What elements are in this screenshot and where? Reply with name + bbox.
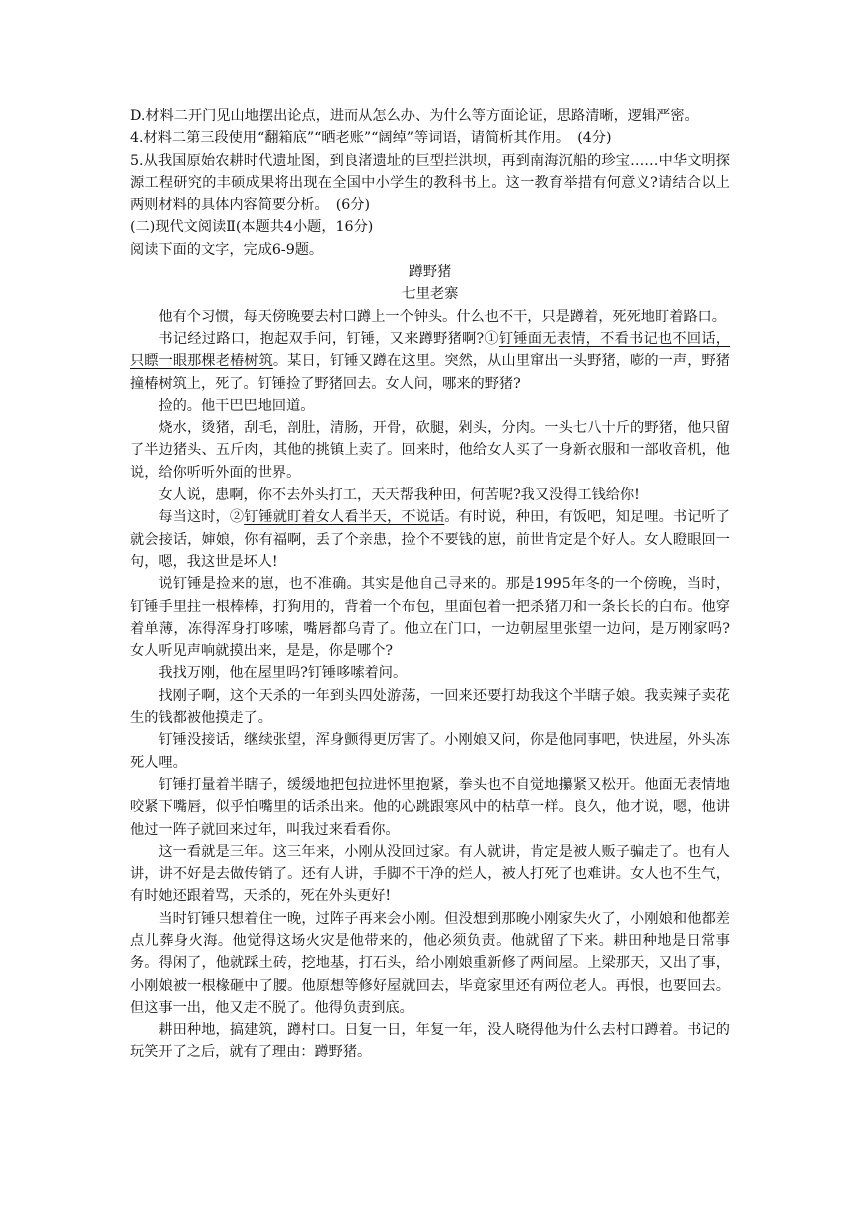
story-author: 七里老寨	[401, 286, 459, 303]
paragraph-text: 。有时说，种田，有饭吧，知足哩。书记听了就会接话，婶娘，你有福啊，丢了个亲患，捡个不要钱的崽，前世肯定是个好人。女人瞪眼回一句，嗯，我这世是坏人!	[130, 509, 730, 570]
underlined-sentence-2: 钉锤就盯着女人看半天，不说话	[244, 509, 445, 526]
story-paragraph: 烧水，烫猪，刮毛，剖肚，清肠，开骨，砍腿，剁头，分肉。一头七八十斤的野猪，他只留了半边猪头、五斤肉，其他的挑镇上卖了。回来时，他给女人买了一身新衣服和一部收音机，他说，给你听听外面的世界。	[130, 420, 730, 481]
story-paragraph: 钉锤没接话，继续张望，浑身颤得更厉害了。小刚娘又问，你是他同事吧，快进屋，外头冻死人哩。	[130, 732, 730, 771]
section-instruction: 阅读下面的文字，完成6-9题。	[130, 241, 324, 258]
story-paragraph: 说钉锤是捡来的崽，也不准确。其实是他自己寻来的。那是1995年冬的一个傍晚，当时，钉锤手里拄一根棒棒，打狗用的，背着一个布包，里面包着一把杀猪刀和一条长长的白布。他穿着单薄，冻得浑身打哆嗦，嘴唇都乌青了。他立在门口，一边朝屋里张望一边问，是万刚家吗?女人听见声响就摸出来，是是，你是哪个?	[130, 576, 730, 660]
story-paragraph: 耕田种地，搞建筑，蹲村口。日复一日，年复一年，没人晓得他为什么去村口蹲着。书记的玩笑开了之后，就有了理由：蹲野猪。	[130, 1022, 730, 1061]
story-paragraph	[130, 328, 730, 395]
story-title: 蹲野猪	[408, 264, 452, 281]
section-heading: (二)现代文阅读Ⅱ(本题共4小题，16分)	[130, 219, 374, 236]
question-4: 4.材料二第三段使用“翻箱底”“晒老账”“阔绰”等词语，请简析其作用。 (4分)	[130, 130, 612, 147]
story-paragraph: 我找万刚，他在屋里吗?钉锤哆嗦着问。	[158, 665, 408, 682]
document-page	[130, 105, 730, 1064]
paragraph-text: 每当这时，②	[158, 509, 245, 526]
story-paragraph: 钉锤打量着半瞎子，缓缓地把包拉进怀里抱紧，拳头也不自觉地攥紧又松开。他面无表情地咬紧下嘴唇，似乎怕嘴里的话杀出来。他的心跳跟寒风中的枯草一样。良久，他才说，嗯，他讲他过一阵子就回来过年，叫我过来看看你。	[130, 776, 730, 838]
paragraph-text: 。某日，钉锤又蹲在这里。突然，从山里窜出一头野猪，嘭的一声，野猪撞椿树筑上，死了。钉锤捡了野猪回去。女人问，哪来的野猪?	[130, 353, 730, 392]
story-paragraph: 找刚子啊，这个天杀的一年到头四处游荡，一回来还要打劫我这个半瞎子娘。我卖辣子卖花生的钱都被他摸走了。	[130, 687, 730, 727]
story-paragraph: 当时钉锤只想着住一晚，过阵子再来会小刚。但没想到那晚小刚家失火了，小刚娘和他都差点儿葬身火海。他觉得这场火灾是他带来的，他必须负责。他就留了下来。耕田种地是日常事务。得闲了，他就踩土砖，挖地基，打石头，给小刚娘重新修了两间屋。上梁那天，又出了事，小刚娘被一根椽砸中了腰。他原想等修好屋就回去，毕竟家里还有两位老人。再恨，也要回去。但这事一出，他又走不脱了。他得负责到底。	[130, 910, 730, 1016]
story-paragraph	[130, 506, 730, 573]
paragraph-text: 书记经过路口，抱起双手问，钉锤，又来蹲野猪啊?①	[158, 330, 499, 347]
story-paragraph: 这一看就是三年。这三年来，小刚从没回过家。有人就讲，肯定是被人贩子骗走了。也有人讲，讲不好是去做传销了。还有人讲，手脚不干净的烂人，被人打死了也难讲。女人也不生气，有时她还跟着骂，天杀的，死在外头更好!	[130, 843, 730, 905]
story-paragraph: 他有个习惯，每天傍晚要去村口蹲上一个钟头。什么也不干，只是蹲着，死死地盯着路口。	[158, 308, 726, 325]
story-paragraph: 女人说，患啊，你不去外头打工，天天帮我种田，何苦呢?我又没得工钱给你!	[158, 487, 640, 504]
option-d: D.材料二开门见山地摆出论点，进而从怎么办、为什么等方面论证，思路清晰，逻辑严密。	[130, 108, 699, 124]
underlined-sentence-1: 钉锤面无表情，不看书记也不回话，只瞟一眼那棵老椿树筑	[130, 330, 730, 370]
story-paragraph: 捡的。他干巴巴地回道。	[158, 397, 315, 414]
question-5: 5.从我国原始农耕时代遗址图，到良渚遗址的巨型拦洪坝，再到南海沉船的珍宝……中华文明探源工程研究的丰硕成果将出现在全国中小学生的教科书上。这一教育举措有何意义?请结合以上两则材料的具体内容简要分析。 (6分)	[130, 152, 730, 214]
